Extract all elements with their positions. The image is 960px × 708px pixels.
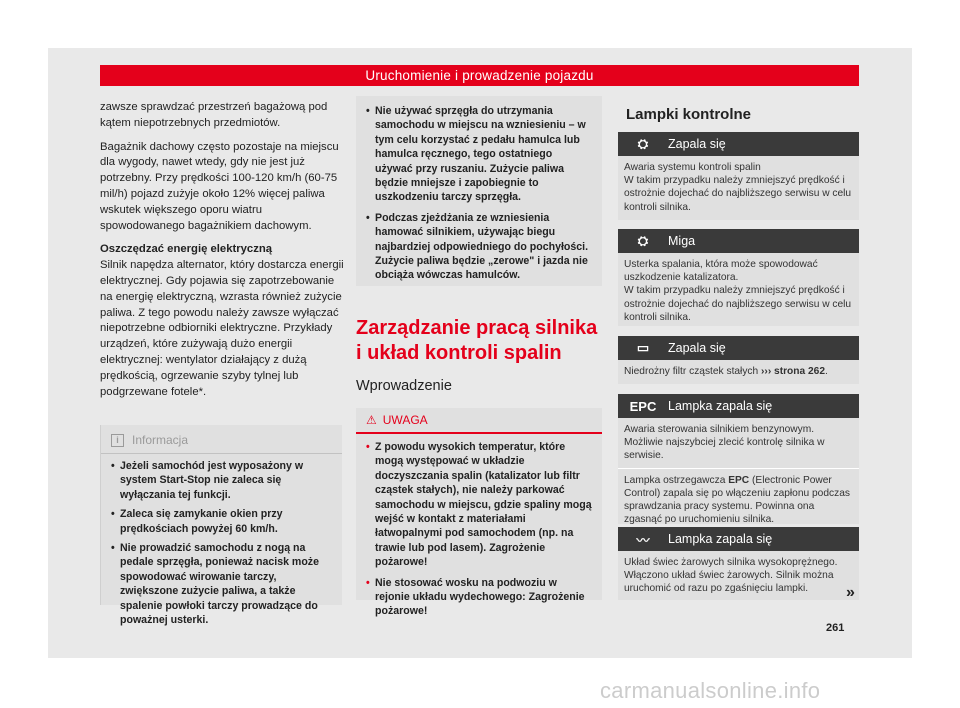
lamp-header (618, 527, 859, 551)
page-number: 261 (826, 622, 845, 634)
lamp-body (618, 253, 859, 326)
lamp-body (618, 360, 859, 384)
section-subtitle: Wprowadzenie (356, 378, 452, 394)
tip-bullet: • Nie używać sprzęgła do utrzymania samochodu w miejscu na wzniesieniu – w tym celu korzystać z pedału hamulca lub hamulca ręcznego, tego ostatniego używać przy ruszaniu. Zużycie paliwa będzie mniejsze i zapobiegnie to uszkodzeniu tarczy sprzęgła. (366, 104, 592, 205)
right-column (618, 96, 859, 133)
lamps-title: Lampki kontrolne (618, 96, 859, 133)
info-icon: i (111, 434, 124, 447)
epc-inline-icon: EPC (728, 474, 750, 486)
lamp-text: Niedrożny filtr cząstek stałych (624, 366, 759, 377)
lamp-text: W takim przypadku należy zmniejszyć prędkość i ostrożnie dojechać do najbliższego serwisu w celu kontroli silnika. (624, 175, 852, 213)
engine-icon: ⛭ (637, 136, 649, 151)
info-header (101, 425, 342, 449)
paragraph: zawsze sprawdzać przestrzeń bagażową pod kątem niepotrzebnych przedmiotów. (100, 101, 328, 129)
warning-header (356, 408, 602, 432)
lamp-text: (Electronic Power Control) zapala się po włączeniu zapłonu podczas sprawdzania pracy systemu. Powinna ona zgasnąć po uruchomieniu silnika. (624, 474, 850, 526)
lamp-text: Włączono układ świec żarowych. Silnik można uruchomić od razu po zgaśnięciu lampki. (624, 570, 834, 595)
lamp-text: Lampka ostrzegawcza (624, 474, 726, 486)
lamp-header (618, 132, 859, 156)
lamp-state: Miga (668, 234, 696, 248)
lamp-state: Lampka zapala się (668, 399, 773, 413)
subheading: Oszczędzać energię elektryczną (100, 243, 273, 256)
lamp-text: Układ świec żarowych silnika wysokoprężnego. (624, 557, 838, 568)
lamp-header (618, 229, 859, 253)
chapter-header: Uruchomienie i prowadzenie pojazdu (100, 65, 859, 86)
info-label: Informacja (132, 433, 189, 447)
lamp-body (618, 418, 859, 524)
warning-bullet: • Z powodu wysokich temperatur, które mogą występować w układzie doczyszczania spalin (katalizator lub filtr cząstek stałych), nie należy parkować samochodu w miejscu, gdzie spaliny mogą wejść w kontakt z materiałami łatwopalnymi pod samochodem (np. na trawie lub pod lasem). Zagrożenie pożarowe! (366, 440, 592, 570)
watermark: carmanualsonline.info (600, 678, 821, 703)
paragraph: Bagażnik dachowy często pozostaje na miejscu dla wygody, nawet wtedy, gdy nie jest już potrzebny. Przy prędkości 100-120 km/h (60-75 mil/h) pojazd zużyje około 12% więcej paliwa wskutek większego oporu wiatru spowodowanego bagażnikiem dachowym. (100, 140, 339, 232)
continue-arrow: » (846, 584, 855, 601)
lamp-header (618, 394, 859, 418)
info-bullet: • Nie prowadzić samochodu z nogą na pedale sprzęgła, ponieważ nacisk może spowodować wirowanie tarczy, zwiększone zużycie paliwa, a także spalenie powłoki tarczy prowadzące do poważnej usterki. (111, 541, 332, 627)
lamp-body (618, 156, 859, 220)
tips-box (356, 96, 602, 286)
lamp-text: Usterka spalania, która może spowodować uszkodzenie katalizatora. (624, 259, 818, 284)
lamp-body (618, 551, 859, 600)
left-column (100, 100, 345, 408)
lamp-state: Lampka zapala się (668, 532, 773, 546)
lamp-text (624, 474, 853, 527)
section-title: Zarządzanie pracą silnika i układ kontroli spalin (356, 317, 598, 364)
lamp-text: Awaria systemu kontroli spalin (624, 162, 761, 173)
page-reference-link[interactable]: ››› strona 262 (761, 366, 826, 377)
particle-filter-icon: ▭ (636, 340, 650, 355)
warning-label: UWAGA (382, 413, 428, 427)
lamp-state: Zapala się (668, 137, 726, 151)
info-box (100, 425, 342, 627)
info-bullet: • Jeżeli samochód jest wyposażony w system Start-Stop nie zaleca się wyłączania tej funkcji. (111, 459, 332, 502)
lamp-state: Zapala się (668, 341, 726, 355)
lamp-text: Awaria sterowania silnikiem benzynowym. (624, 424, 815, 435)
lamp-text: Możliwie najszybciej zlecić kontrolę silnika w serwisie. (624, 437, 825, 462)
warning-triangle-icon: ⚠ (366, 413, 377, 427)
divider (101, 453, 342, 454)
engine-icon: ⛭ (637, 233, 649, 248)
info-bullet: • Zaleca się zamykanie okien przy prędkościach powyżej 60 km/h. (111, 507, 332, 536)
divider (356, 432, 602, 434)
paragraph: Silnik napędza alternator, który dostarcza energii elektrycznej. Gdy pojawia się zapotrzebowanie na energię elektryczną, wzrasta również zużycie paliwa. Z tego powodu należy zawsze wyłączać niepotrzebne odbiorniki elektryczne. Przykłady urządzeń, które zużywają dużo energii elektrycznej: wentylator działający z dużą prędkością, ogrzewanie szyby tylnej lub podgrzewane fotele*. (100, 259, 344, 398)
lamp-header (618, 336, 859, 360)
tip-bullet: • Podczas zjeżdżania ze wzniesienia hamować silnikiem, używając biegu najbardziej odpowiedniego do pochyłości. Zużycie paliwa będzie „zerowe" i jazda nie obciąża wówczas hamulców. (366, 211, 592, 283)
divider (618, 468, 859, 469)
middle-column (356, 96, 602, 286)
epc-icon: EPC (629, 398, 657, 414)
glow-plug-icon: 〰 (636, 532, 650, 548)
warning-box (356, 408, 602, 618)
lamp-text: W takim przypadku należy zmniejszyć prędkość i ostrożnie dojechać do najbliższego serwisu w celu kontroli silnika. (624, 285, 852, 323)
warning-bullet: • Nie stosować wosku na podwoziu w rejonie układu wydechowego: Zagrożenie pożarowe! (366, 576, 592, 619)
lamp-text: Niedrożny filtr cząstek stałych ››› strona 262. (624, 366, 828, 377)
